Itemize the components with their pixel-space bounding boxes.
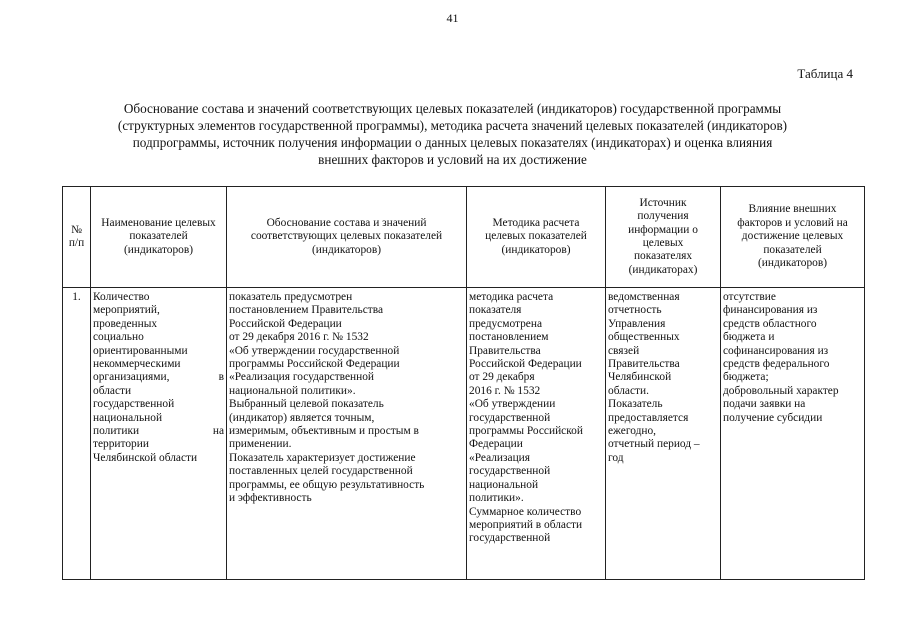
header-line: целевых показателей: [485, 230, 587, 243]
cell-line: отсутствие: [723, 291, 776, 303]
cell-line: отчетность: [608, 304, 662, 317]
cell-line: средств федерального: [723, 358, 830, 371]
cell-line: национальной: [469, 478, 539, 491]
page-number: 41: [446, 11, 459, 25]
cell-line: Правительства: [469, 344, 541, 357]
cell-line: от 29 декабря: [469, 371, 535, 384]
header-line: информации о: [628, 223, 698, 236]
cell-line: 2016 г. № 1532: [469, 384, 541, 397]
cell-line: ежегодно,: [608, 425, 657, 438]
cell-line: территории: [93, 438, 149, 451]
cell-line: «Об утверждении государственной: [229, 344, 400, 357]
cell-line: Правительства: [608, 358, 680, 371]
header-line: достижение целевых: [741, 230, 844, 243]
cell-line: методика расчета: [469, 291, 554, 303]
cell-line: от 29 декабря 2016 г. № 1532: [229, 331, 369, 344]
cell-line: отчетный период –: [608, 438, 700, 451]
header-line: (индикаторов): [757, 257, 828, 270]
table-header-row: [63, 187, 865, 288]
cell-line: измеримым, объективным и простым в: [229, 425, 419, 438]
header-line: целевых: [642, 237, 684, 249]
title-line: (структурных элементов государственной программы), методика расчета значений целевых показателей (индикаторов): [117, 118, 788, 133]
cell-line: Показатель: [608, 398, 663, 411]
header-line: показателей: [763, 243, 822, 256]
cell-line: Челябинской области: [93, 451, 198, 464]
header-line: Обоснование состава и значений: [266, 216, 427, 229]
cell-line: области.: [608, 384, 649, 397]
cell-influence: [721, 288, 865, 580]
cell-number: 1.: [63, 288, 91, 580]
cell-line: «Реализация: [469, 451, 530, 464]
cell-line: государственной: [469, 532, 551, 545]
header-source: [606, 187, 721, 288]
header-line: соответствующих целевых показателей: [250, 230, 443, 243]
header-line: Источник: [639, 196, 687, 209]
cell-line: предусмотрена: [469, 317, 543, 330]
cell-line: государственной: [93, 398, 175, 411]
cell-line: год: [608, 451, 624, 464]
cell-line: бюджета и: [723, 331, 775, 344]
header-line: (индикаторах): [628, 263, 698, 276]
cell-line: ориентированными: [93, 344, 188, 357]
header-line: №: [71, 223, 82, 236]
header-line: Влияние внешних: [748, 203, 837, 216]
cell-line: Суммарное количество: [469, 505, 582, 518]
header-line: показателях: [633, 250, 693, 263]
header-method: [467, 187, 606, 288]
cell-line: постановлением: [469, 331, 549, 344]
table-label: Таблица 4: [797, 66, 853, 81]
cell-line: программы, ее общую результативность: [229, 478, 425, 491]
cell-line: софинансирования из: [723, 344, 829, 357]
cell-line: Федерации: [469, 438, 523, 451]
cell-line: мероприятий,: [93, 304, 160, 317]
cell-indicator-name: [91, 288, 227, 580]
cell-justification: [227, 288, 467, 580]
table-row: [63, 288, 865, 580]
header-justification: [227, 187, 467, 288]
cell-line: поставленных целей государственной: [229, 465, 413, 478]
header-line: показателей: [129, 230, 188, 243]
cell-line: Челябинской: [608, 371, 672, 384]
header-line: Наименование целевых: [101, 216, 216, 229]
cell-line: Российской Федерации: [469, 358, 582, 371]
cell-line: Российской Федерации: [229, 317, 342, 330]
cell-line: добровольный характер: [723, 384, 839, 397]
cell-line: Управления: [608, 317, 666, 330]
cell-line: постановлением Правительства: [229, 304, 384, 317]
cell-line: показатель предусмотрен: [229, 291, 353, 303]
cell-line: национальной: [93, 411, 163, 424]
cell-line: применении.: [229, 438, 292, 451]
header-indicator-name: [91, 187, 227, 288]
header-line: Методика расчета: [492, 216, 580, 229]
cell-line: национальной политики».: [229, 384, 356, 397]
cell-line: ведомственная: [608, 291, 680, 303]
title-line: внешних факторов и условий на их достижение: [318, 152, 587, 167]
cell-line: предоставляется: [608, 411, 689, 424]
cell-line: организациями, в: [93, 371, 224, 384]
cell-method: [467, 288, 606, 580]
cell-line: средств областного: [723, 317, 817, 330]
document-title: [40, 100, 865, 168]
cell-line: Выбранный целевой показатель: [229, 398, 384, 411]
cell-line: показателя: [469, 304, 522, 317]
cell-line: бюджета;: [723, 371, 769, 384]
header-number: [63, 187, 91, 288]
cell-line: мероприятий в области: [469, 518, 583, 531]
cell-line: «Об утверждении: [469, 398, 556, 411]
cell-line: связей: [608, 344, 640, 357]
cell-line: и эффективность: [229, 492, 312, 505]
cell-line: Количество: [93, 291, 150, 303]
cell-line: общественных: [608, 331, 680, 344]
cell-line: политики».: [469, 492, 524, 505]
cell-source: [606, 288, 721, 580]
cell-line: программы Российской: [469, 425, 583, 438]
cell-line: государственной: [469, 411, 551, 424]
header-line: (индикаторов): [123, 243, 194, 256]
cell-line: социально: [93, 331, 144, 344]
header-line: (индикаторов): [501, 243, 571, 256]
title-line: Обоснование состава и значений соответствующих целевых показателей (индикаторов) государственной программы: [123, 101, 782, 116]
header-line: п/п: [68, 237, 85, 249]
cell-line: получение субсидии: [723, 411, 823, 424]
indicators-table: [62, 186, 865, 580]
cell-line: подачи заявки на: [723, 398, 806, 411]
header-line: факторов и условий на: [737, 216, 848, 229]
cell-line: проведенных: [93, 317, 158, 330]
cell-line: «Реализация государственной: [229, 371, 375, 384]
header-line: получения: [637, 210, 689, 223]
header-line: (индикаторов): [311, 243, 382, 256]
cell-line: финансирования из: [723, 304, 818, 317]
cell-line: государственной: [469, 465, 551, 478]
cell-line: программы Российской Федерации: [229, 358, 400, 371]
cell-line: политики на: [93, 425, 224, 438]
cell-line: некоммерческими: [93, 358, 181, 371]
cell-line: Показатель характеризует достижение: [229, 451, 416, 464]
title-line: подпрограммы, источник получения информации о данных целевых показателях (индикаторах) и оценка влияния: [132, 135, 773, 150]
header-influence: [721, 187, 865, 288]
cell-line: области: [93, 384, 132, 397]
cell-line: (индикатор) является точным,: [229, 411, 375, 424]
